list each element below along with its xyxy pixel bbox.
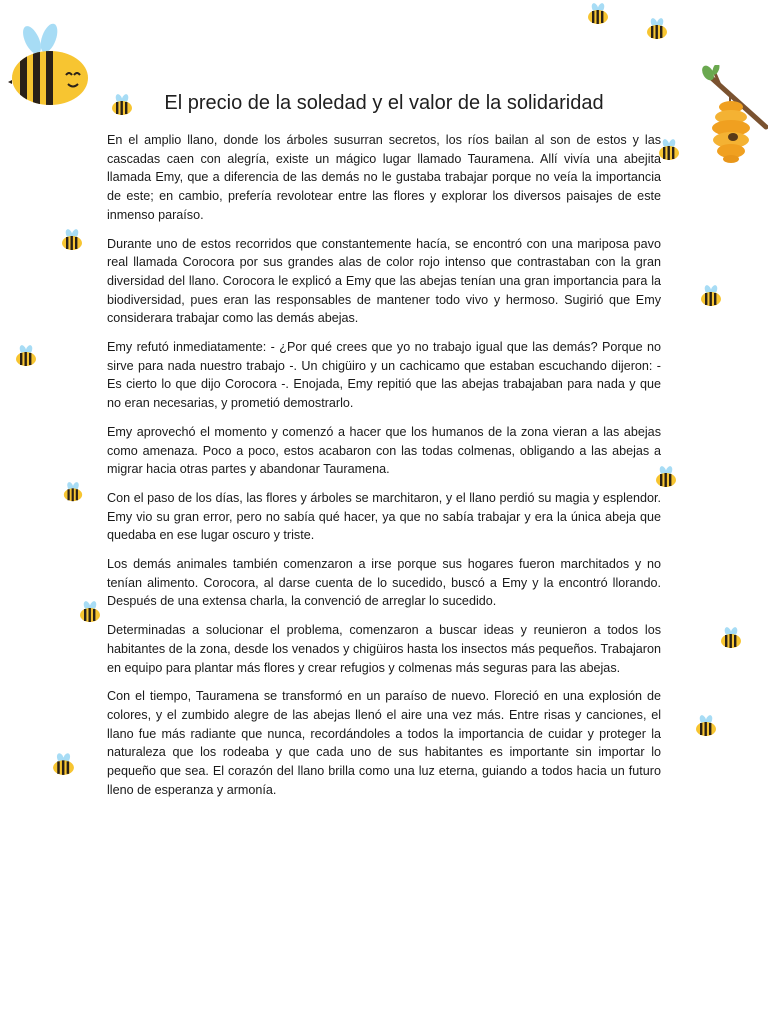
small-bee-icon xyxy=(78,600,102,624)
small-bee-icon xyxy=(645,17,669,41)
small-bee-icon xyxy=(586,2,610,26)
paragraph: Con el tiempo, Tauramena se transformó en un paraíso de nuevo. Floreció en una explosión de colores, y el zumbido alegre de las abejas llenó el aire una vez más. Entre risas y canciones, el llano fue más radiante que nunca, recordándoles a todos la importancia de cuidar y proteger la naturaleza que los rodeaba y que cada uno de sus habitantes es importante sin importar lo pequeño que sea. El corazón del llano brilla como una luz eterna, guiando a todos hacia un futuro lleno de esperanza y armonía. xyxy=(107,689,661,797)
paragraph: Con el paso de los días, las flores y árboles se marchitaron, y el llano perdió su magia y esplendor. Emy vio su gran error, pero no sabía qué hacer, ya que no sabía trabajar y era la única abeja que quedaba en ese lugar oscuro y triste. xyxy=(107,490,661,543)
paragraph: En el amplio llano, donde los árboles susurran secretos, los ríos bailan al son de estos y las cascadas caen con alegría, existe un mágico lugar llamado Tauramena. Allí vivía una abejita llamada Emy, que a diferencia de las demás no le gustaba trabajar porque no veía la importancia de este; en cambio, prefería revolotear entre las flores y explorar los diversos paisajes de este inmenso paraíso. xyxy=(107,133,661,222)
story-body xyxy=(107,131,661,810)
small-bee-icon xyxy=(694,714,718,738)
paragraph: Determinadas a solucionar el problema, comenzaron a buscar ideas y reunieron a todos los habitantes de la zona, desde los venados y chigüiros hasta los insectos más pequeños. Trabajaron en equipo para plantar más flores y crear refugios y colmenas más seguras para las abejas. xyxy=(107,623,661,675)
small-bee-icon xyxy=(719,626,743,650)
page-title: El precio de la soledad y el valor de la solidaridad xyxy=(164,92,604,114)
small-bee-icon xyxy=(51,752,76,777)
small-bee-icon xyxy=(62,481,84,503)
paragraph: Emy aprovechó el momento y comenzó a hacer que los humanos de la zona vieran a las abejas como amenaza. Poco a poco, estos acabaron con las todas colmenas, obligando a las abejas a migrar hacia otras partes y abandonar Tauramena. xyxy=(107,424,661,477)
beehive-icon xyxy=(700,65,768,170)
small-bee-icon xyxy=(699,284,723,308)
small-bee-icon xyxy=(14,344,38,368)
paragraph: Los demás animales también comenzaron a irse porque sus hogares fueron marchitados y no tenían alimento. Corocora, al darse cuenta de lo sucedido, buscó a Emy y la encontró llorando. Después de una extensa charla, la convenció de arreglar lo sucedido. xyxy=(107,557,661,609)
small-bee-icon xyxy=(60,228,84,252)
paragraph: Emy refutó inmediatamente: - ¿Por qué crees que yo no trabajo igual que las demás? Porque no sirve para nada nuestro trabajo -. Un chigüiro y un cachicamo que estaban escuchando dijeron: - Es cierto lo que dijo Corocora -. Enojada, Emy repitió que las abejas trabajaban para nada y que no eran necesarias, y prometió demostrarlo. xyxy=(107,340,661,411)
paragraph: Durante uno de estos recorridos que constantemente hacía, se encontró con una mariposa pavo real llamada Corocora por sus grandes alas de color rojo intenso que contrastaban con la gran diversidad del llano. Corocora le explicó a Emy que las abejas tenían una gran importancia para la biodiversidad, pues eran las responsables de mantener todo vivo y hermoso. Sugirió que Emy considerara trabajar como las demás abejas. xyxy=(107,236,661,326)
